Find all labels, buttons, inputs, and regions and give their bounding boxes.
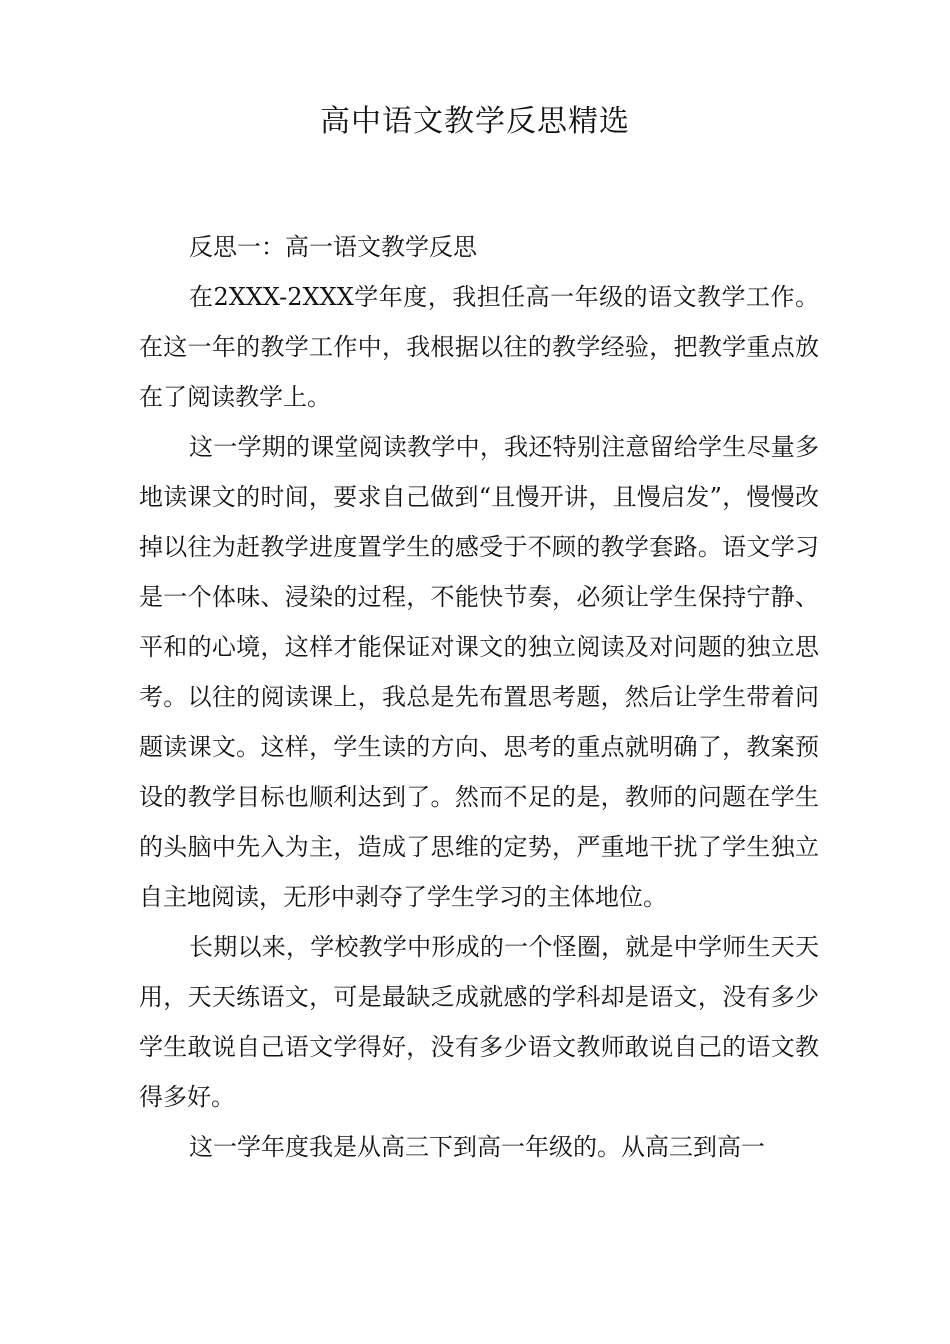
paragraph: 长期以来，学校教学中形成的一个怪圈，就是中学师生天天用，天天练语文，可是最缺乏成就感的学科却是语文，没有多少学生敢说自己语文学得好，没有多少语文教师敢说自己的语文教得多好。 bbox=[139, 933, 819, 1111]
section-heading: 反思一：高一语文教学反思 bbox=[189, 233, 477, 261]
paragraph: 在2XXX-2XXX学年度，我担任高一年级的语文教学工作。在这一年的教学工作中，我根据以往的教学经验，把教学重点放在了阅读教学上。 bbox=[139, 283, 819, 411]
paragraph: 这一学年度我是从高三下到高一年级的。从高三到高一 bbox=[189, 1133, 765, 1161]
document-title: 高中语文教学反思精选 bbox=[320, 104, 630, 139]
document-body bbox=[139, 222, 819, 1172]
paragraph: 这一学期的课堂阅读教学中，我还特别注意留给学生尽量多地读课文的时间，要求自己做到“且慢开讲，且慢启发”，慢慢改掉以往为赶教学进度置学生的感受于不顾的教学套路。语文学习是一个体味、浸染的过程，不能快节奏，必须让学生保持宁静、平和的心境，这样才能保证对课文的独立阅读及对问题的独立思考。以往的阅读课上，我总是先布置思考题，然后让学生带着问题读课文。这样，学生读的方向、思考的重点就明确了，教案预设的教学目标也顺利达到了。然而不足的是，教师的问题在学生的头脑中先入为主，造成了思维的定势，严重地干扰了学生独立自主地阅读，无形中剥夺了学生学习的主体地位。 bbox=[139, 433, 819, 911]
